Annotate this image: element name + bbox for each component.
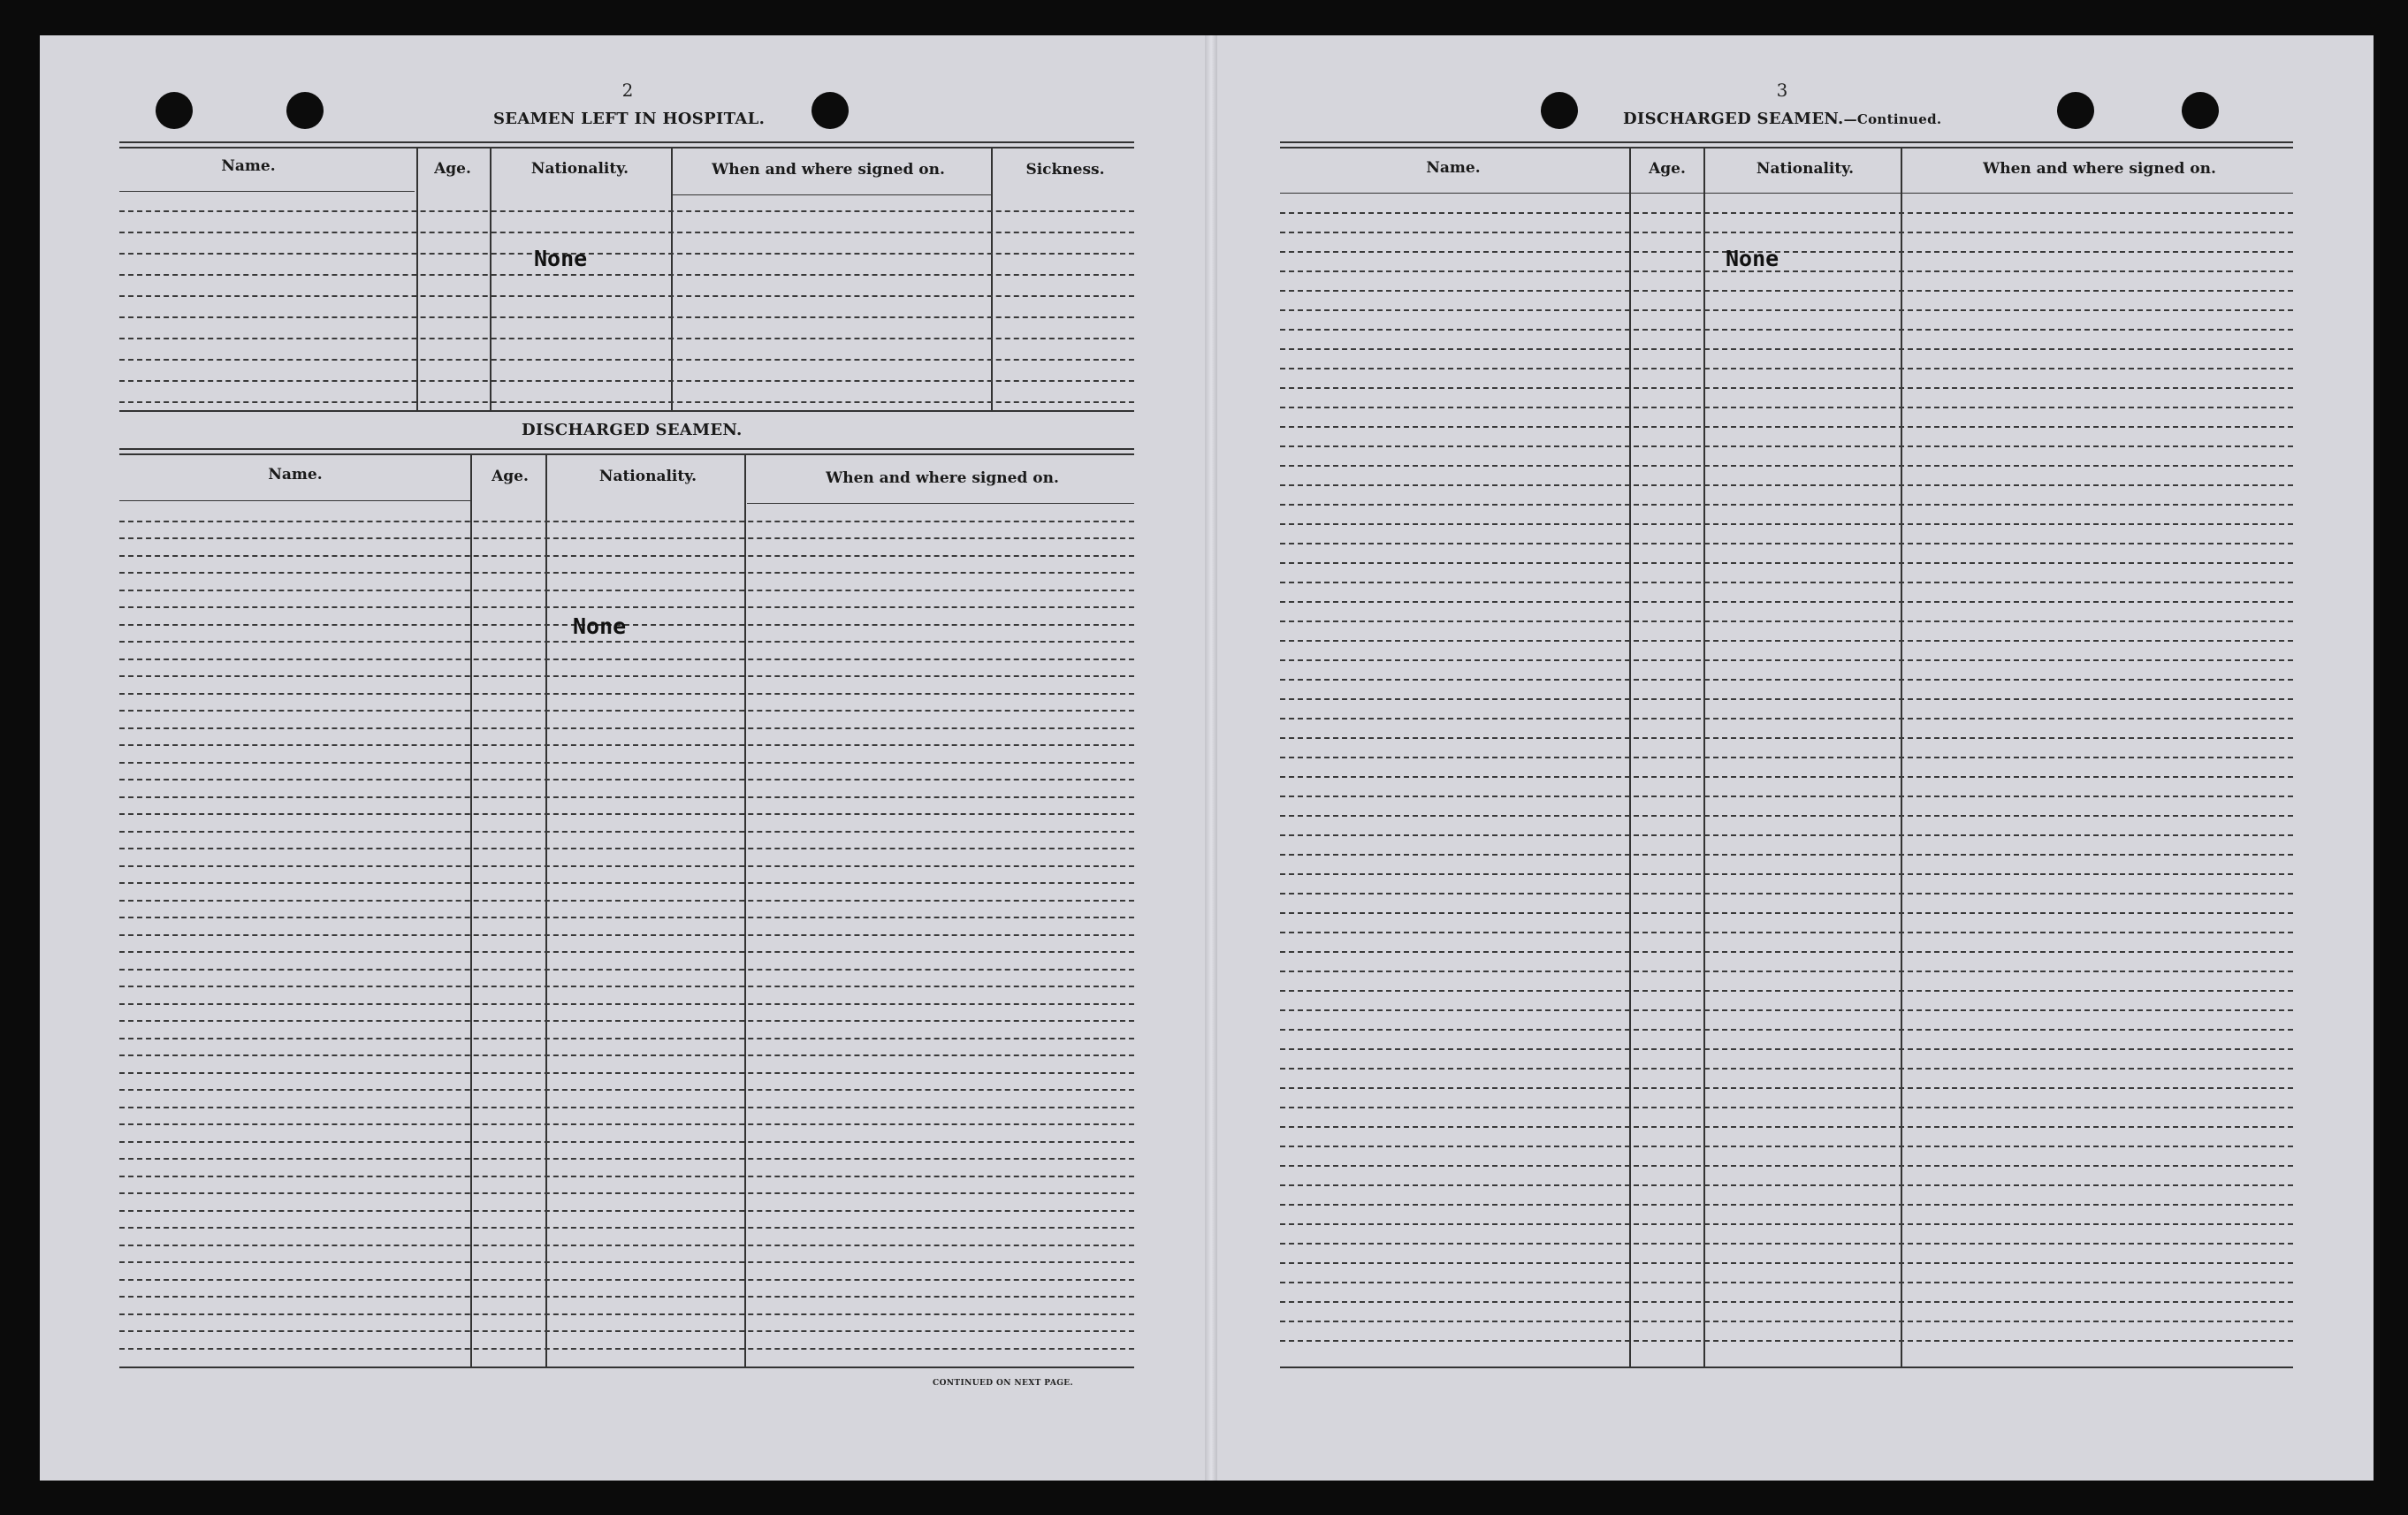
entry-line <box>1280 1146 2293 1147</box>
entry-line <box>1280 582 2293 583</box>
continued-note: CONTINUED ON NEXT PAGE. <box>933 1379 1074 1388</box>
column-header-nationality: Nationality. <box>1756 160 1855 178</box>
column-divider <box>416 147 418 410</box>
column-divider <box>671 147 673 410</box>
entry-line <box>119 1089 1134 1091</box>
entry-line <box>1280 893 2293 895</box>
entry-line <box>1280 737 2293 739</box>
entry-line <box>119 934 1134 936</box>
entry-line <box>1280 426 2293 428</box>
entry-line <box>1280 1048 2293 1050</box>
entry-line <box>1280 698 2293 700</box>
punch-hole <box>156 92 193 129</box>
entry-line <box>119 1003 1134 1005</box>
entry-line <box>1280 718 2293 719</box>
entry-line <box>1280 1204 2293 1206</box>
hospital-section-title: SEAMEN LEFT IN HOSPITAL. <box>493 110 766 128</box>
entry-line <box>119 359 1134 361</box>
punch-hole <box>1541 92 1578 129</box>
entry-line <box>1280 659 2293 661</box>
entry-line <box>1280 757 2293 758</box>
entry-line <box>1280 971 2293 972</box>
entry-line <box>1280 990 2293 992</box>
entry-line <box>1280 815 2293 817</box>
entry-line <box>119 865 1134 867</box>
hospital-entry: None <box>534 246 588 271</box>
rule <box>119 1367 1134 1368</box>
discharged-continued-title <box>1623 110 1941 128</box>
entry-line <box>119 1158 1134 1160</box>
page-number: 3 <box>1776 80 1788 101</box>
entry-line <box>1280 1165 2293 1167</box>
entry-line <box>1280 484 2293 486</box>
column-header-name: Name. <box>221 157 276 175</box>
entry-line <box>1280 329 2293 331</box>
entry-line <box>119 1261 1134 1263</box>
entry-line <box>119 1020 1134 1022</box>
entry-line <box>119 1107 1134 1108</box>
entry-line <box>1280 1301 2293 1303</box>
rule <box>119 453 1134 455</box>
entry-line <box>119 295 1134 297</box>
column-header-sickness: Sickness. <box>1025 161 1105 179</box>
entry-line <box>119 253 1134 255</box>
entry-line <box>1280 212 2293 214</box>
entry-line <box>1280 523 2293 525</box>
punch-hole <box>2057 92 2094 129</box>
entry-line <box>1280 562 2293 564</box>
punch-hole <box>286 92 324 129</box>
rule <box>119 410 1134 412</box>
discharged-entry: None <box>573 613 627 639</box>
entry-line <box>1280 1184 2293 1186</box>
entry-line <box>119 641 1134 643</box>
entry-line <box>1280 270 2293 272</box>
entry-line <box>119 274 1134 276</box>
entry-line <box>1280 1223 2293 1225</box>
entry-line <box>1280 1087 2293 1089</box>
entry-line <box>119 1141 1134 1143</box>
column-header-name: Name. <box>268 466 323 483</box>
entry-line <box>119 316 1134 318</box>
entry-line <box>119 521 1134 522</box>
entry-line <box>1280 290 2293 292</box>
column-divider <box>991 147 993 410</box>
entry-line <box>1280 387 2293 389</box>
column-header-age: Age. <box>492 468 529 485</box>
page-number: 2 <box>621 80 634 101</box>
entry-line <box>1280 1029 2293 1031</box>
entry-line <box>119 1313 1134 1315</box>
entry-line <box>1280 912 2293 914</box>
entry-line <box>1280 1126 2293 1128</box>
entry-line <box>1280 932 2293 933</box>
entry-line <box>119 232 1134 233</box>
entry-line <box>1280 640 2293 642</box>
title-suffix: —Continued. <box>1843 111 1942 127</box>
entry-line <box>1280 1009 2293 1011</box>
entry-line <box>1280 504 2293 506</box>
entry-line <box>1280 445 2293 447</box>
entry-line <box>1280 309 2293 311</box>
rule <box>1280 147 2293 148</box>
entry-line <box>119 1176 1134 1177</box>
entry-line <box>119 744 1134 746</box>
column-header-age: Age. <box>434 160 471 178</box>
entry-line <box>1280 1340 2293 1342</box>
entry-line <box>119 779 1134 780</box>
entry-line <box>119 710 1134 712</box>
entry-line <box>119 606 1134 608</box>
entry-line <box>119 986 1134 987</box>
entry-line <box>1280 834 2293 836</box>
entry-line <box>119 1279 1134 1281</box>
entry-line <box>119 900 1134 902</box>
entry-line <box>1280 951 2293 953</box>
column-header-signed-on: When and where signed on. <box>712 161 945 179</box>
entry-line <box>119 727 1134 729</box>
entry-line <box>1280 251 2293 253</box>
entry-line <box>1280 368 2293 369</box>
entry-line <box>119 590 1134 591</box>
entry-line <box>119 624 1134 626</box>
rule <box>1280 1367 2293 1368</box>
column-divider <box>490 147 492 410</box>
entry-line <box>119 572 1134 574</box>
rule <box>1280 141 2293 143</box>
entry-line <box>119 537 1134 539</box>
punch-hole <box>812 92 849 129</box>
entry-line <box>119 1038 1134 1039</box>
entry-line <box>119 1072 1134 1074</box>
rule <box>119 141 1134 143</box>
entry-line <box>1280 776 2293 778</box>
entry-line <box>119 831 1134 833</box>
title-main: DISCHARGED SEAMEN. <box>1623 110 1844 128</box>
entry-line <box>1280 873 2293 875</box>
column-header-age: Age. <box>1649 160 1686 178</box>
entry-line <box>1280 348 2293 350</box>
entry-line <box>119 401 1134 403</box>
rule <box>1280 193 2293 194</box>
entry-line <box>1280 796 2293 797</box>
entry-line <box>119 1348 1134 1350</box>
column-header-signed-on: When and where signed on. <box>826 469 1059 487</box>
entry-line <box>119 1296 1134 1298</box>
rule <box>119 448 1134 450</box>
entry-line <box>1280 465 2293 467</box>
entry-line <box>119 1330 1134 1332</box>
entry-line <box>119 210 1134 212</box>
entry-line <box>1280 1243 2293 1245</box>
entry-line <box>1280 679 2293 681</box>
entry-line <box>119 969 1134 971</box>
entry-line <box>1280 1282 2293 1283</box>
entry-line <box>119 762 1134 764</box>
entry-line <box>119 1054 1134 1056</box>
entry-line <box>1280 232 2293 233</box>
entry-line <box>119 951 1134 953</box>
entry-line <box>119 693 1134 695</box>
entry-line <box>1280 1068 2293 1070</box>
rule <box>119 191 415 192</box>
entry-line <box>1280 407 2293 408</box>
entry-line <box>119 1227 1134 1229</box>
entry-line <box>1280 601 2293 603</box>
entry-line <box>1280 620 2293 622</box>
rule <box>673 194 991 195</box>
column-header-name: Name. <box>1426 159 1481 177</box>
column-header-nationality: Nationality. <box>530 160 629 178</box>
entry-line <box>119 1123 1134 1125</box>
entry-line <box>119 848 1134 849</box>
rule <box>747 503 1134 504</box>
entry-line <box>119 380 1134 382</box>
entry-line <box>119 796 1134 798</box>
entry-line <box>119 675 1134 677</box>
entry-line <box>119 1192 1134 1194</box>
entry-line <box>119 338 1134 339</box>
punch-hole <box>2182 92 2219 129</box>
discharged-section-title: DISCHARGED SEAMEN. <box>522 421 743 439</box>
entry-line <box>119 813 1134 815</box>
discharged-continued-entry: None <box>1726 246 1779 271</box>
rule <box>119 500 471 501</box>
entry-line <box>1280 1107 2293 1108</box>
entry-line <box>119 1210 1134 1212</box>
rule <box>119 147 1134 148</box>
column-header-nationality: Nationality. <box>598 468 697 485</box>
entry-line <box>1280 854 2293 856</box>
entry-line <box>119 882 1134 884</box>
page-gutter <box>1205 35 1217 1481</box>
entry-line <box>119 917 1134 918</box>
entry-line <box>1280 543 2293 544</box>
entry-line <box>119 555 1134 557</box>
entry-line <box>1280 1262 2293 1264</box>
entry-line <box>119 1245 1134 1246</box>
column-header-signed-on: When and where signed on. <box>1983 160 2216 178</box>
entry-line <box>1280 1321 2293 1322</box>
entry-line <box>119 659 1134 660</box>
